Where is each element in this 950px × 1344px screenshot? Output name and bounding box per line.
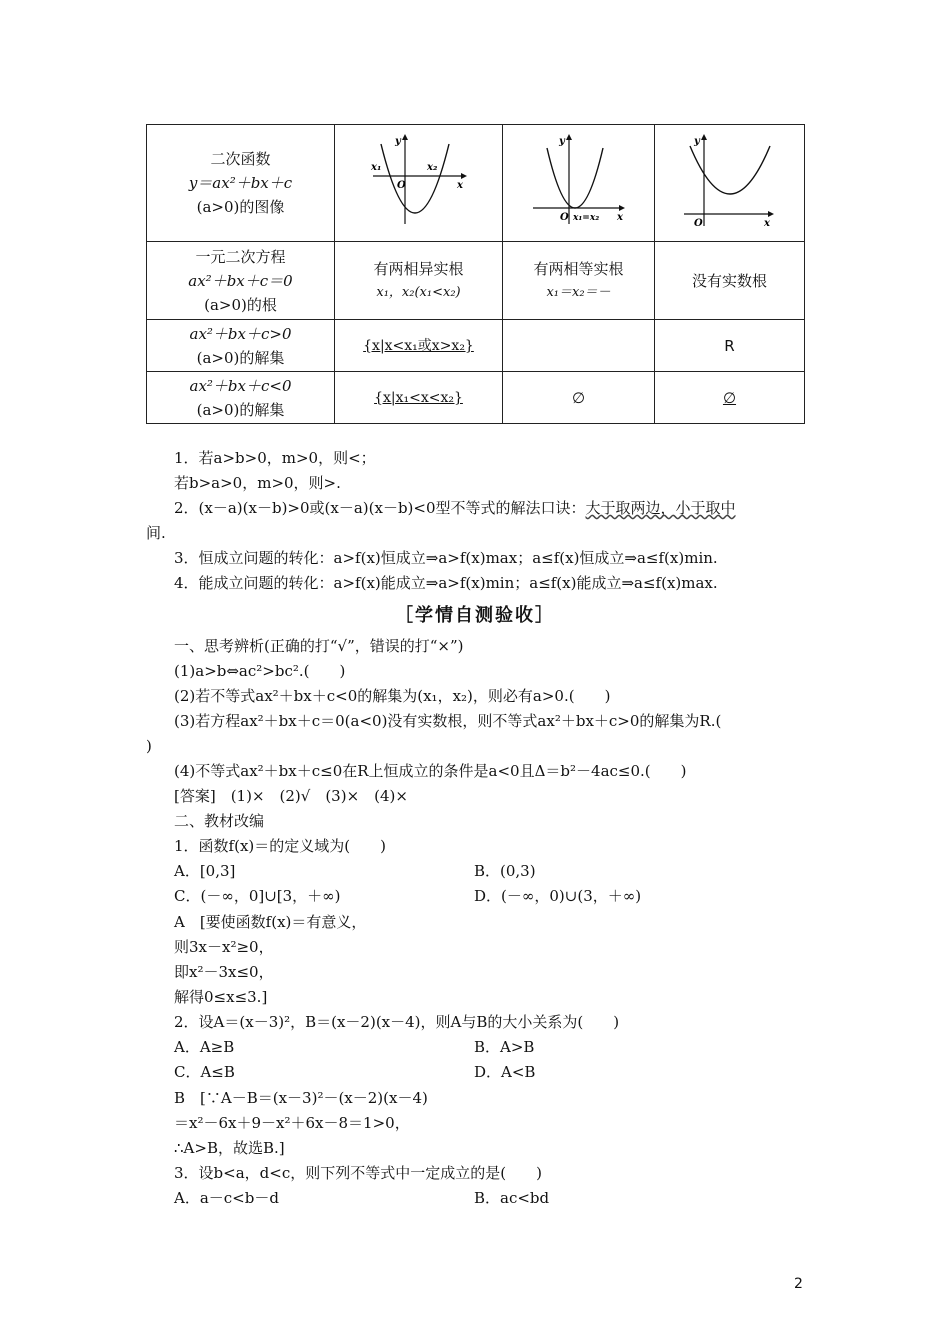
header-text: (a>0)的解集	[196, 348, 285, 367]
problem-2-option-b: B．A>B	[474, 1038, 535, 1056]
graph-two-roots-cell	[335, 125, 503, 242]
judge-question-4: (4)不等式ax²＋bx＋c≤0在R上恒成立的条件是a<0且Δ＝b²－4ac≤0.( )	[174, 762, 687, 780]
problem-1-solution-1: A [要使函数f(x)＝有意义，	[174, 913, 367, 931]
header-text: ax²＋bx＋c<0	[189, 376, 292, 395]
solution-set: {x|x₁<x<x₂}	[374, 390, 463, 406]
page-number: 2	[794, 1276, 803, 1292]
header-text: (a>0)的图像	[196, 198, 285, 216]
x-label: x	[456, 179, 463, 191]
row-header-less	[147, 372, 335, 424]
parabola-curve	[547, 148, 603, 208]
header-text: 二次函数	[210, 150, 271, 168]
parabola-curve	[690, 146, 770, 194]
problem-2-solution-2: ＝x²－6x＋9－x²＋6x－8＝1>0，	[174, 1114, 410, 1132]
x-label: x	[763, 217, 770, 228]
part2-heading: 二、教材改编	[174, 812, 265, 830]
note-2a	[174, 496, 736, 520]
x-arrow-icon	[461, 173, 467, 179]
judge-question-3: (3)若方程ax²＋bx＋c＝0(a<0)没有实数根，则不等式ax²＋bx＋c>0的解集为R.(	[174, 712, 722, 730]
parabola-two-roots-graph	[369, 132, 469, 228]
y-arrow-icon	[701, 134, 707, 140]
problem-1-solution-2: 则3x－x²≥0，	[174, 938, 274, 956]
header-text: y＝ax²＋bx＋c	[188, 174, 293, 192]
problem-1-question: 1．函数f(x)＝的定义域为( )	[174, 837, 386, 855]
problem-1-option-b: B．(0,3)	[474, 862, 536, 880]
parabola-double-root-graph	[529, 132, 629, 228]
cell-text: 没有实数根	[691, 271, 767, 290]
note-3: 3．恒成立问题的转化：a>f(x)恒成立⇒a>f(x)max；a≤f(x)恒成立⇒a≤f(x)min.	[174, 549, 718, 567]
problem-1-solution-3: 即x²－3x≤0，	[174, 963, 274, 981]
table-row-graph	[147, 125, 805, 242]
graph-double-root-cell	[503, 125, 655, 242]
less-two-cell	[335, 372, 503, 424]
roots-equal-cell	[503, 242, 655, 320]
note-2a-mnemonic: 大于取两边，小于取中	[585, 499, 736, 517]
problem-1-option-d: D．(－∞，0)∪(3，＋∞)	[474, 887, 642, 905]
judge-question-2: (2)若不等式ax²＋bx＋c<0的解集为(x₁，x₂)，则必有a>0.( )	[174, 687, 611, 705]
greater-two-cell	[335, 320, 503, 372]
origin-label: O	[693, 217, 703, 228]
x-label: x	[616, 211, 623, 223]
roots-two-cell	[335, 242, 503, 320]
table-row-greater	[147, 320, 805, 372]
table-row-less	[147, 372, 805, 424]
header-text: 一元二次方程	[195, 247, 286, 266]
judge-answer: [答案] (1)× (2)√ (3)× (4)×	[174, 787, 408, 805]
greater-equal-cell	[503, 320, 655, 372]
judge-question-1: (1)a>b⇔ac²>bc².( )	[174, 662, 346, 680]
problem-3-option-b: B．ac<bd	[474, 1189, 550, 1207]
problem-1-solution-4: 解得0≤x≤3.]	[174, 988, 268, 1006]
cell-text: 有两相等实根	[533, 259, 624, 278]
note-1b: 若b>a>0，m>0，则>.	[174, 474, 341, 492]
origin-label: O	[396, 179, 406, 191]
problem-1-option-c: C．(－∞，0]∪[3，＋∞)	[174, 887, 341, 905]
solution-set: ∅	[571, 388, 586, 407]
cell-text: 有两相异实根	[373, 259, 464, 278]
part1-heading: 一、思考辨析(正确的打“√”，错误的打“×”)	[174, 637, 464, 655]
x1-equals-x2-label: x₁=x₂	[572, 212, 599, 223]
less-equal-cell	[503, 372, 655, 424]
x-arrow-icon	[619, 205, 625, 211]
problem-2-option-d: D．A<B	[474, 1063, 536, 1081]
parabola-no-root-graph	[680, 132, 780, 228]
problem-2-option-a: A．A≥B	[174, 1038, 235, 1056]
cell-text: x₁＝x₂＝－	[546, 284, 611, 300]
header-text: ax²＋bx＋c>0	[189, 324, 292, 343]
section-title: ［学情自测验收］	[395, 605, 555, 626]
note-4: 4．能成立问题的转化：a>f(x)能成立⇒a>f(x)min；a≤f(x)能成立⇒a≤f(x)max.	[174, 574, 718, 592]
x2-label: x₂	[426, 161, 437, 173]
graph-no-root-cell	[655, 125, 805, 242]
solution-set: {x|x<x₁或x>x₂}	[363, 338, 474, 354]
header-text: (a>0)的解集	[196, 400, 285, 419]
table-row-roots	[147, 242, 805, 320]
solution-set: ∅	[722, 388, 737, 407]
x1-label: x₁	[370, 161, 381, 173]
greater-none-cell	[655, 320, 805, 372]
solution-set: R	[724, 336, 735, 355]
header-text: ax²＋bx＋c＝0	[188, 271, 293, 290]
problem-3-question: 3．设b<a，d<c，则下列不等式中一定成立的是( )	[174, 1164, 542, 1182]
problem-2-option-c: C．A≤B	[174, 1063, 235, 1081]
note-2a-main: 2．(x－a)(x－b)>0或(x－a)(x－b)<0型不等式的解法口诀：	[174, 499, 586, 517]
quadratic-summary-table	[146, 124, 805, 424]
origin-label: O	[559, 211, 569, 223]
y-arrow-icon	[402, 134, 408, 140]
roots-none-cell	[655, 242, 805, 320]
problem-2-solution-3: ∴A>B，故选B.]	[174, 1139, 285, 1157]
problem-1-option-a: A．[0,3]	[174, 862, 236, 880]
problem-2-solution-1: B [∵A－B＝(x－3)²－(x－2)(x－4)	[174, 1089, 428, 1107]
note-2b: 间.	[146, 524, 166, 542]
note-1a: 1．若a>b>0，m>0，则<；	[174, 449, 376, 467]
y-label: y	[558, 135, 565, 147]
row-header-greater	[147, 320, 335, 372]
row-header-graph	[147, 125, 335, 242]
row-header-roots	[147, 242, 335, 320]
problem-2-question: 2．设A＝(x－3)²，B＝(x－2)(x－4)，则A与B的大小关系为( )	[174, 1013, 620, 1031]
x-arrow-icon	[768, 211, 774, 217]
y-label: y	[693, 135, 700, 147]
problem-3-option-a: A．a－c<b－d	[174, 1189, 279, 1207]
cell-text: x₁，x₂(x₁<x₂)	[376, 284, 461, 300]
y-label: y	[394, 135, 401, 147]
judge-question-3-end: )	[146, 737, 152, 755]
less-none-cell	[655, 372, 805, 424]
parabola-curve	[381, 144, 449, 213]
header-text: (a>0)的根	[204, 295, 277, 314]
y-arrow-icon	[566, 134, 572, 140]
